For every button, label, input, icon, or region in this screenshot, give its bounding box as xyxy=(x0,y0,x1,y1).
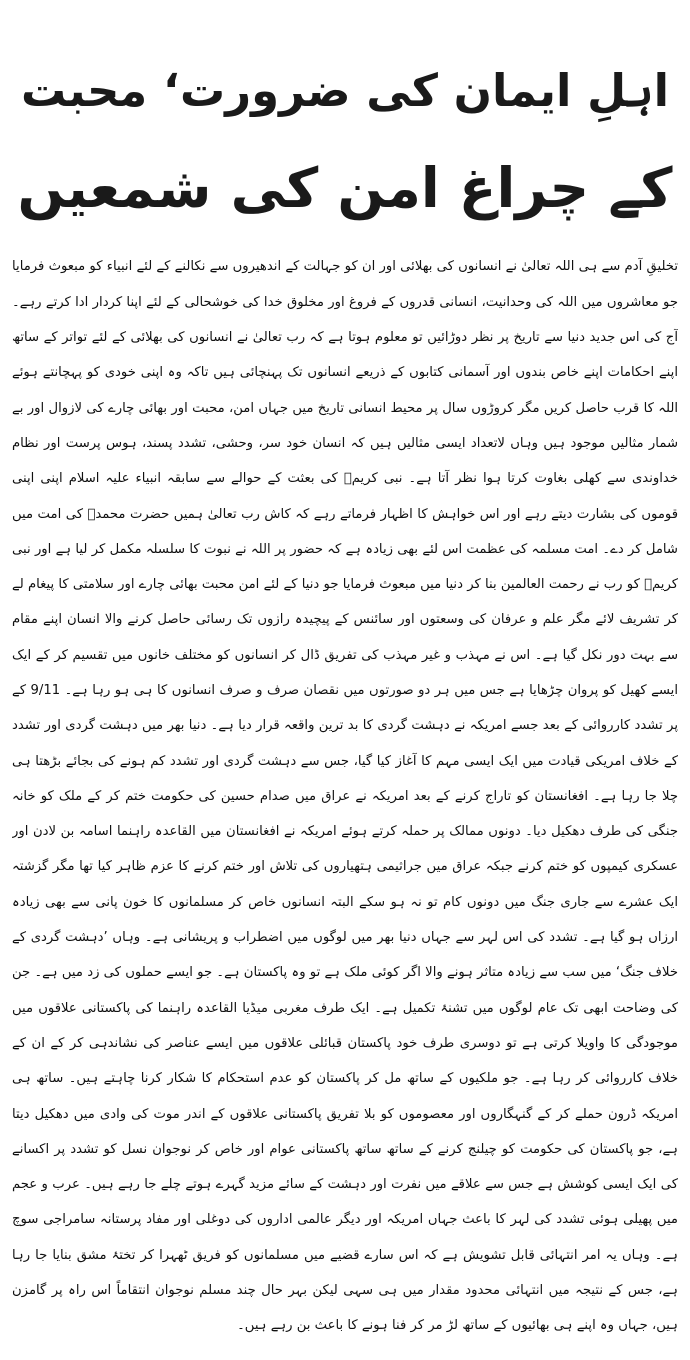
article-paragraph: تخلیقِ آدم سے ہی اللہ تعالیٰ نے انسانوں کی بھلائی اور ان کو جہالت کے اندھیروں سے نکالنے کے لئے انبیاء کو مبعوث فرمایا جو معاشروں میں اللہ کی وحدانیت، انسانی قدروں کے فروغ اور مخلوق خدا کی خوشحالی کے لئے اپنا کردار ادا کرتے رہے۔ آج کی اس جدید دنیا سے تاریخ پر نظر دوڑائیں تو معلوم ہوتا ہے کہ رب تعالیٰ نے انسانوں کی بھلائی کے لئے تواتر کے ساتھ اپنے احکامات اپنے خاص بندوں اور آسمانی کتابوں کے ذریعے انسانوں تک پہنچائی ہیں تاکہ وہ اپنی خودی کو پہچانتے ہوئے اللہ کا قرب حاصل کریں مگر کروڑوں سال پر محیط انسانی تاریخ میں جہاں امن، محبت اور بھائی چارے کی لازوال اور بے شمار مثالیں موجود ہیں وہاں لاتعداد ایسی مثالیں ہیں کہ انسان خود سر، وحشی، تشدد پسند، ہوس پرست اور نظام خداوندی سے کھلی بغاوت کرتا ہوا نظر آتا ہے۔ نبی کریمؐ کی بعثت کے حوالے سے سابقہ انبیاء علیہ اسلام اپنی اپنی قوموں کی بشارت دیتے رہے اور اس خواہش کا اظہار فرماتے رہے کہ کاش رب تعالیٰ ہمیں حضرت محمدؐ کی امت میں شامل کر دے۔ امت مسلمہ کی عظمت اس لئے بھی زیادہ ہے کہ حضور پر اللہ نے نبوت کا سلسلہ مکمل کر لیا ہے اور نبی کریمؐ کو رب نے رحمت العالمین بنا کر دنیا میں مبعوث فرمایا جو دنیا کے لئے امن محبت بھائی چارے اور سلامتی کا پیغام لے کر تشریف لائے مگر علم و عرفان کی وسعتوں اور سائنس کے پیچیدہ رازوں تک رسائی حاصل کرنے والا انسان اپنے مقام سے بہت دور نکل گیا ہے۔ اس نے مہذب و غیر مہذب کی تفریق ڈال کر انسانوں کو مختلف خانوں میں تقسیم کر کے ایک ایسے کھیل کو پروان چڑھایا ہے جس میں ہر دو صورتوں میں نقصان صرف و صرف انسانوں کا ہی ہو رہا ہے۔ 9/11 کے پر تشدد کارروائی کے بعد جسے امریکہ نے دہشت گردی کا بد ترین واقعہ قرار دیا ہے۔ دنیا بھر میں دہشت گردی اور تشدد کے خلاف امریکی قیادت میں ایک ایسی مہم کا آغاز کیا گیا، جس سے دہشت گردی اور تشدد کم ہونے کی بجائے بڑھتا ہی چلا جا رہا ہے۔ افغانستان کو تاراج کرنے کے بعد امریکہ نے عراق میں صدام حسین کی حکومت ختم کر کے ملک کو خانہ جنگی کی طرف دھکیل دیا۔ دونوں ممالک پر حملہ کرتے ہوئے امریکہ نے افغانستان میں القاعدہ راہنما اسامہ بن لادن اور عسکری کیمپوں کو ختم کرنے جبکہ عراق میں جراثیمی ہتھیاروں کی تلاش اور ختم کرنے کا عزم ظاہر کیا تھا مگر گزشتہ ایک عشرے سے جاری جنگ میں دونوں کام تو نہ ہو سکے البتہ انسانوں خاص کر مسلمانوں کا خون پانی سے بھی زیادہ ارزاں ہو گیا ہے۔ تشدد کی اس لہر سے جہاں دنیا بھر میں لوگوں میں اضطراب و پریشانی ہے۔ وہاں ’دہشت گردی کے خلاف جنگ‘ میں سب سے زیادہ متاثر ہونے والا اگر کوئی ملک ہے تو وہ پاکستان ہے۔ جو ایسے حملوں کی زد میں ہے۔ جن کی وضاحت ابھی تک عام لوگوں میں تشنۂ تکمیل ہے۔ ایک طرف مغربی میڈیا القاعدہ راہنما کی پاکستانی علاقوں میں موجودگی کا واویلا کرتی ہے تو دوسری طرف خود پاکستان قبائلی علاقوں میں ایسے عناصر کی نشاندہی کر کے ان کے خلاف کارروائی کر رہا ہے۔ جو ملکیوں کے ساتھ مل کر پاکستان کو عدم استحکام کا شکار کرنا چاہتے ہیں۔ ساتھ ہی امریکہ ڈرون حملے کر کے گنہگاروں اور معصوموں کو بلا تفریق پاکستانی علاقوں کے اندر موت کی وادی میں دھکیل دیتا ہے، جو پاکستان کی حکومت کو چیلنج کرنے کے ساتھ ساتھ پاکستانی عوام اور خاص کر نوجوان نسل کو تشدد پر اکسانے کی ایک ایسی کوشش ہے جس سے علاقے میں نفرت اور دہشت کے سائے مزید گہرے ہوتے چلے جا رہے ہیں۔ عرب و عجم میں پھیلی ہوئی تشدد کی لہر کا باعث جہاں امریکہ اور دیگر عالمی اداروں کی دوغلی اور مفاد پرستانہ سامراجی سوچ ہے۔ وہاں یہ امر انتہائی قابل تشویش ہے کہ اس سارے قضیے میں مسلمانوں کو فریق ٹھہرا کر تختۂ مشق بنایا جا رہا ہے، جس کے نتیجہ میں انتہائی محدود مقدار میں ہی سہی لیکن بہر حال چند مسلم نوجوان انتقاماً اس راہ پر گامزن ہیں، جہاں وہ اپنے ہی بھائیوں کے ساتھ لڑ مر کر فنا ہونے کا باعث بن رہے ہیں۔ xyxy=(12,259,678,1334)
headline-line-2: کے چراغ امن کی شمعیں xyxy=(17,156,673,221)
article-headline xyxy=(0,21,690,239)
newspaper-page xyxy=(0,21,690,1360)
article-body xyxy=(12,249,678,1348)
headline-line-1: اہلِ ایمان کی ضرورت‘ محبت xyxy=(20,64,670,118)
